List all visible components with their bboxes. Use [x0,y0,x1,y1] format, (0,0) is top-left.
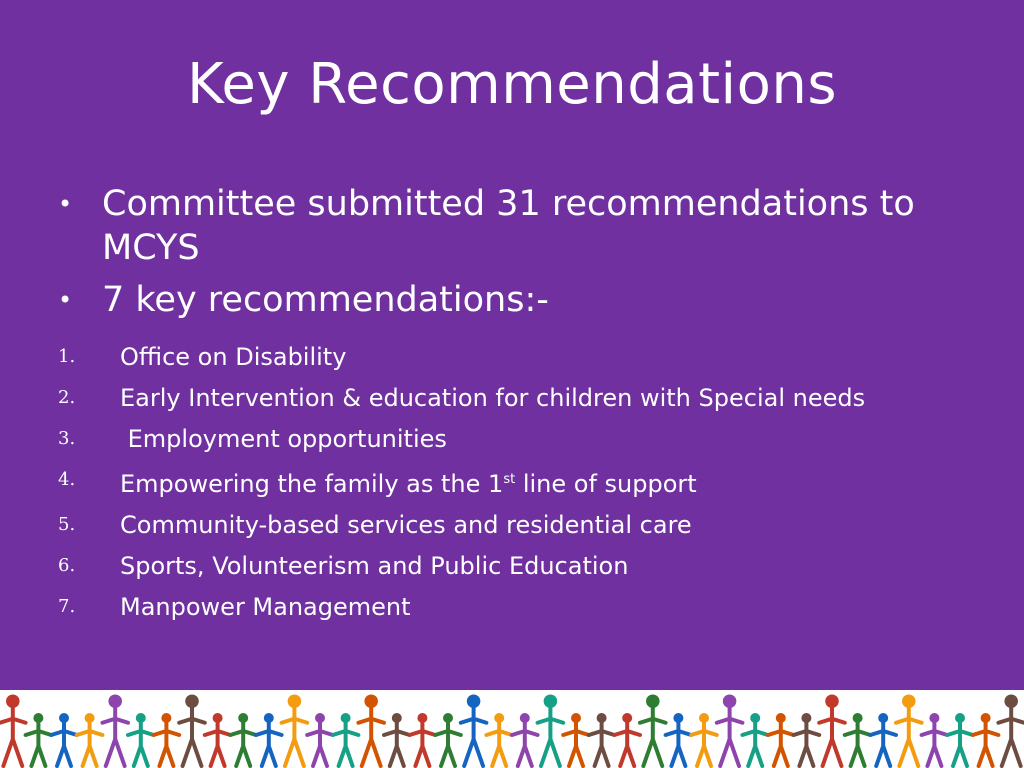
item-text: Sports, Volunteerism and Public Education [120,552,629,580]
slide-title: Key Recommendations [186,52,838,117]
figure-icon [614,713,640,766]
figure-icon [461,694,487,766]
figure-icon [358,694,384,766]
bullet-marker: • [58,190,73,218]
figure-icon [154,713,180,766]
figure-icon [102,694,128,766]
figure-icon [947,713,973,766]
figure-icon [333,713,359,766]
figure-icon [26,713,52,766]
item-text-before: Empowering the family as the 1 [120,470,504,498]
figure-icon [538,694,564,766]
bullet-list [58,182,978,330]
figure-icon [896,694,922,766]
figure-icon [205,713,231,766]
footer-border [0,690,1024,768]
figure-icon [691,713,717,766]
figure-icon [589,713,615,766]
figure-icon [768,713,794,766]
figure-icon [435,713,461,766]
figure-icon [870,713,896,766]
figure-icon [845,713,871,766]
figure-icon [486,713,512,766]
figure-icon [666,713,692,766]
item-text: Employment opportunities [120,425,447,453]
item-number: 6. [58,555,76,576]
figure-icon [742,713,768,766]
item-number: 1. [58,346,76,367]
figure-icon [384,713,410,766]
numbered-item [58,340,958,374]
people-holding-hands-icon [0,690,1024,768]
figure-icon [819,694,845,766]
figure-icon [563,713,589,766]
item-number: 5. [58,514,76,535]
item-number: 7. [58,596,76,617]
figure-icon [794,713,820,766]
figure-icon [717,694,743,766]
bullet-item [58,278,978,322]
item-number: 2. [58,387,76,408]
numbered-item [58,381,958,415]
figure-icon [640,694,666,766]
bullet-text: 7 key recommendations:- [102,280,549,320]
figure-icon [230,713,256,766]
bullet-marker: • [58,286,73,314]
item-text: Early Intervention & education for children with Special needs [120,384,866,412]
figure-icon [973,713,999,766]
figure-icon [282,694,308,766]
bullet-text: Committee submitted 31 recommendations to MCYS [102,184,915,268]
numbered-item [58,549,958,583]
figure-icon [128,713,154,766]
item-superscript: st [503,472,516,487]
figure-icon [512,713,538,766]
item-text: Office on Disability [120,343,347,371]
figure-icon [77,713,103,766]
figure-icon [922,713,948,766]
figure-icon [51,713,77,766]
figure-icon [179,694,205,766]
figure-icon [998,694,1024,766]
item-number: 4. [58,469,76,490]
figure-icon [410,713,436,766]
numbered-item [58,508,958,542]
figure-icon [307,713,333,766]
item-text: Manpower Management [120,593,411,621]
bullet-item [58,182,978,270]
numbered-item [58,463,958,501]
figure-icon [256,713,282,766]
figure-icon [0,694,26,766]
numbered-list [58,340,958,631]
item-text: Community-based services and residential care [120,511,692,539]
item-text-after: line of support [515,470,697,498]
numbered-item [58,590,958,624]
item-number: 3. [58,428,76,449]
numbered-item [58,422,958,456]
